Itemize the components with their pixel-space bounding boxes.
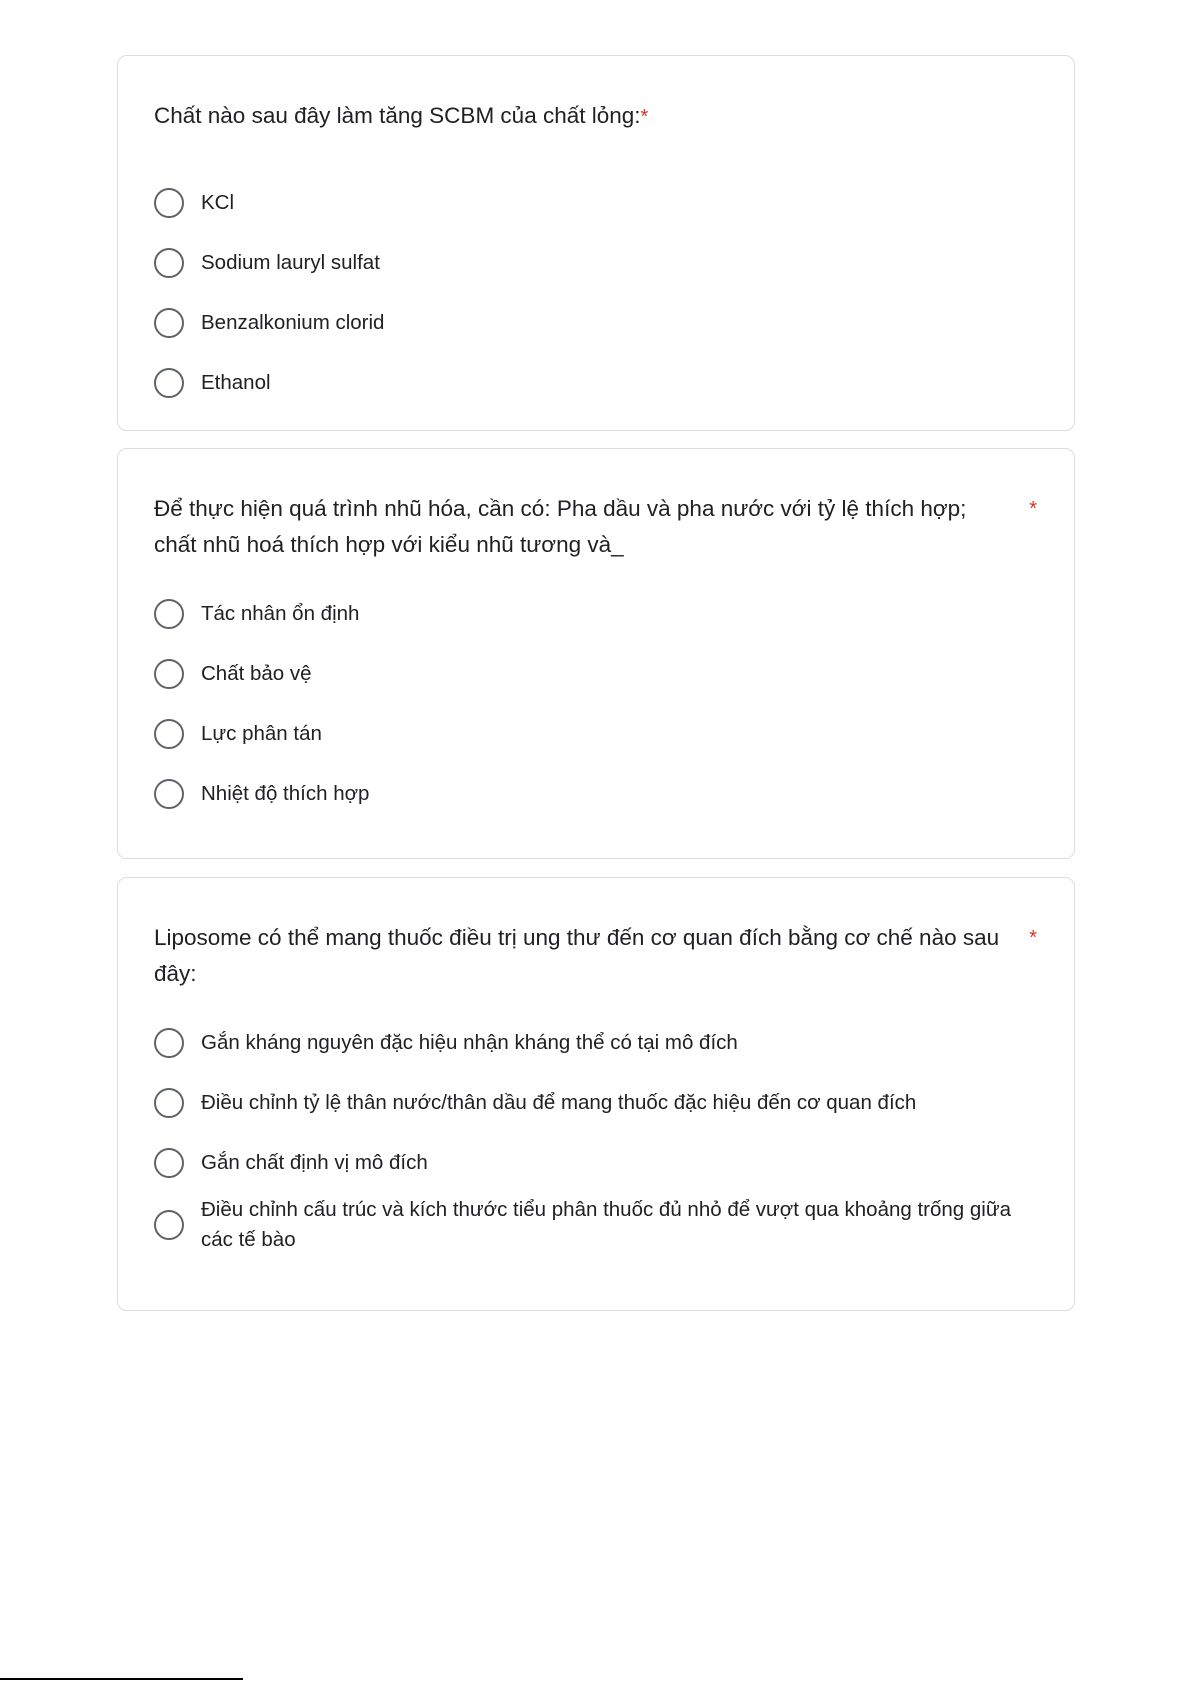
- radio-option[interactable]: [154, 774, 1034, 814]
- option-label: Sodium lauryl sulfat: [201, 251, 380, 274]
- radio-button[interactable]: [154, 1210, 184, 1240]
- radio-button[interactable]: [154, 1148, 184, 1178]
- option-label: Ethanol: [201, 371, 271, 394]
- radio-option[interactable]: [154, 594, 1034, 634]
- radio-button[interactable]: [154, 659, 184, 689]
- option-label: Điều chỉnh cấu trúc và kích thước tiểu phân thuốc đủ nhỏ để vượt qua khoảng trống giữa các tế bào: [201, 1198, 1011, 1251]
- question-card-3: [117, 877, 1075, 1311]
- radio-option[interactable]: [154, 1143, 1034, 1183]
- option-label: Gắn kháng nguyên đặc hiệu nhận kháng thể có tại mô đích: [201, 1031, 738, 1054]
- radio-button[interactable]: [154, 368, 184, 398]
- required-asterisk: *: [1029, 927, 1037, 949]
- radio-button[interactable]: [154, 779, 184, 809]
- option-label: Gắn chất định vị mô đích: [201, 1151, 428, 1174]
- option-label: Lực phân tán: [201, 722, 322, 745]
- radio-button[interactable]: [154, 1028, 184, 1058]
- option-label: Chất bảo vệ: [201, 662, 312, 685]
- radio-option[interactable]: [154, 654, 1034, 694]
- required-asterisk: *: [640, 106, 649, 128]
- question-title: Để thực hiện quá trình nhũ hóa, cần có: Pha dầu và pha nước với tỷ lệ thích hợp; chất nhũ hoá thích hợp với kiểu nhũ tương và_: [154, 496, 967, 557]
- radio-button[interactable]: [154, 308, 184, 338]
- radio-option[interactable]: [154, 1083, 1034, 1123]
- radio-button[interactable]: [154, 599, 184, 629]
- option-label: Tác nhân ổn định: [201, 602, 360, 625]
- option-label: Điều chỉnh tỷ lệ thân nước/thân dầu để mang thuốc đặc hiệu đến cơ quan đích: [201, 1091, 917, 1114]
- option-label: Nhiệt độ thích hợp: [201, 782, 370, 805]
- option-label: Benzalkonium clorid: [201, 311, 385, 334]
- footnote-separator: [0, 1678, 243, 1680]
- required-asterisk: *: [1029, 498, 1037, 520]
- option-label: KCl: [201, 191, 235, 214]
- radio-option[interactable]: [154, 183, 1034, 223]
- question-card-2: [117, 448, 1075, 859]
- radio-button[interactable]: [154, 719, 184, 749]
- radio-option[interactable]: [154, 303, 1034, 343]
- radio-button[interactable]: [154, 1088, 184, 1118]
- radio-option[interactable]: [154, 1191, 1034, 1259]
- question-title: Chất nào sau đây làm tăng SCBM của chất lỏng:*: [154, 103, 649, 128]
- radio-button[interactable]: [154, 188, 184, 218]
- question-card-1: [117, 55, 1075, 431]
- radio-option[interactable]: [154, 243, 1034, 283]
- question-title: Liposome có thể mang thuốc điều trị ung thư đến cơ quan đích bằng cơ chế nào sau đây:: [154, 925, 1000, 986]
- radio-option[interactable]: [154, 714, 1034, 754]
- radio-button[interactable]: [154, 248, 184, 278]
- radio-option[interactable]: [154, 1023, 1034, 1063]
- radio-option[interactable]: [154, 363, 1034, 403]
